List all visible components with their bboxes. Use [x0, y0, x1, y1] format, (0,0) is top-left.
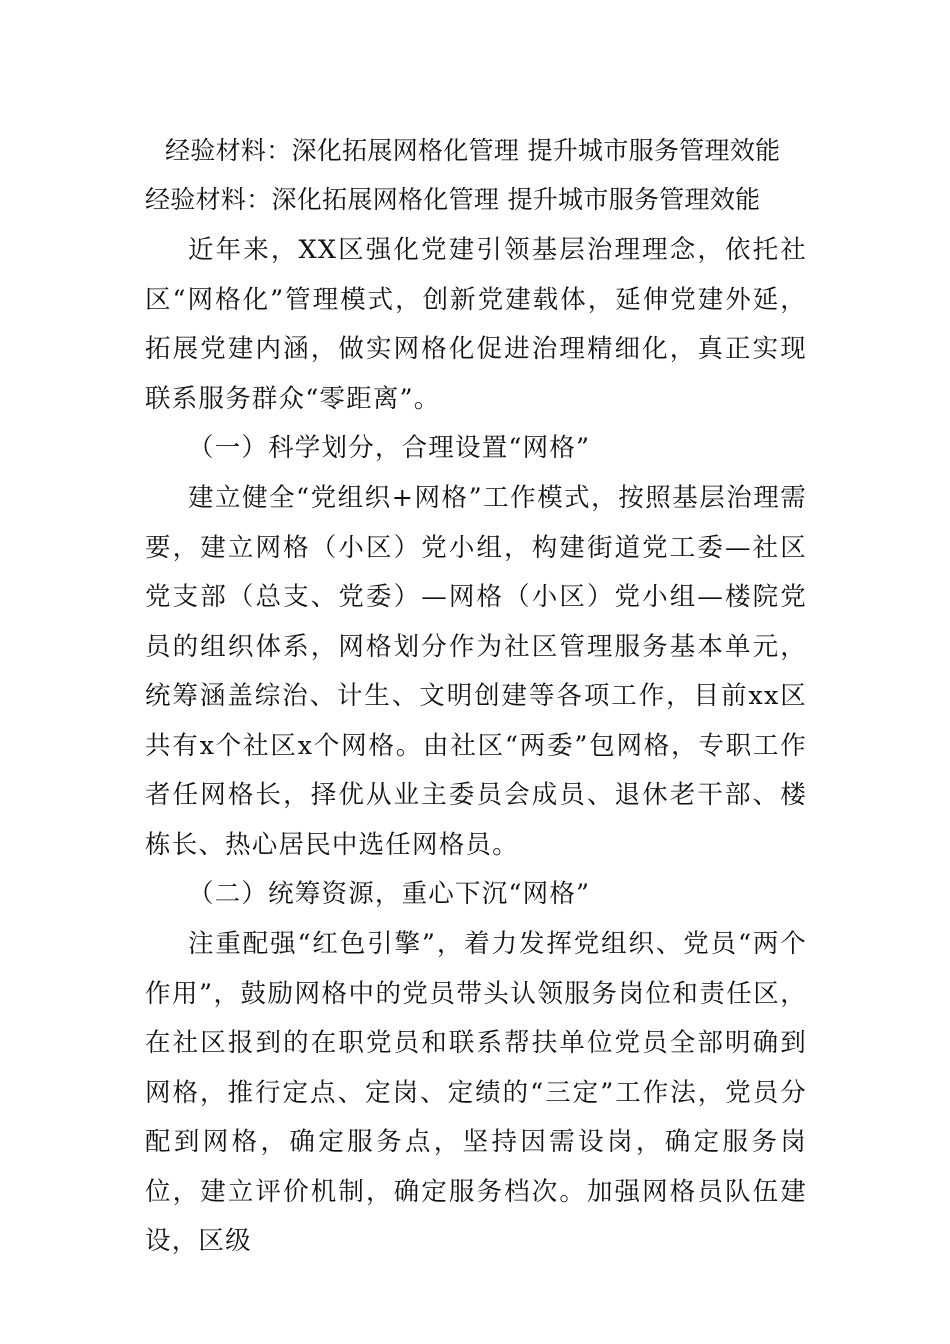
document-title-repeat: 经验材料：深化拓展网格化管理 提升城市服务管理效能 [145, 185, 761, 214]
section-1-paragraph: 建立健全“党组织+网格”工作模式，按照基层治理需要，建立网格（小区）党小组，构建街道党工委—社区党支部（总支、党委）—网格（小区）党小组—楼院党员的组织体系，网格划分作为社区管理服务基本单元，统筹涵盖综治、计生、文明创建等各项工作，目前xx区共有x个社区x个网格。由社区“两委”包网格，专职工作者任网格长，择优从业主委员会成员、退休老干部、楼栋长、热心居民中选任网格员。 [145, 483, 807, 860]
section-2-paragraph: 注重配强“红色引擎”，着力发挥党组织、党员“两个作用”，鼓励网格中的党员带头认领服务岗位和责任区，在社区报到的在职党员和联系帮扶单位党员全部明确到网格，推行定点、定岗、定绩的“三定”工作法，党员分配到网格，确定服务点，坚持因需设岗，确定服务岗位，建立评价机制，确定服务档次。加强网格员队伍建设，区级 [145, 929, 807, 1256]
section-2-heading: （二）统筹资源，重心下沉“网格” [188, 879, 591, 909]
document-title: 经验材料：深化拓展网格化管理 提升城市服务管理效能 [165, 136, 781, 165]
section-1-heading: （一）科学划分，合理设置“网格” [188, 433, 591, 463]
intro-paragraph: 近年来，XX区强化党建引领基层治理理念，依托社区“网格化”管理模式，创新党建载体，延伸党建外延，拓展党建内涵，做实网格化促进治理精细化，真正实现联系服务群众“零距离”。 [145, 235, 807, 414]
